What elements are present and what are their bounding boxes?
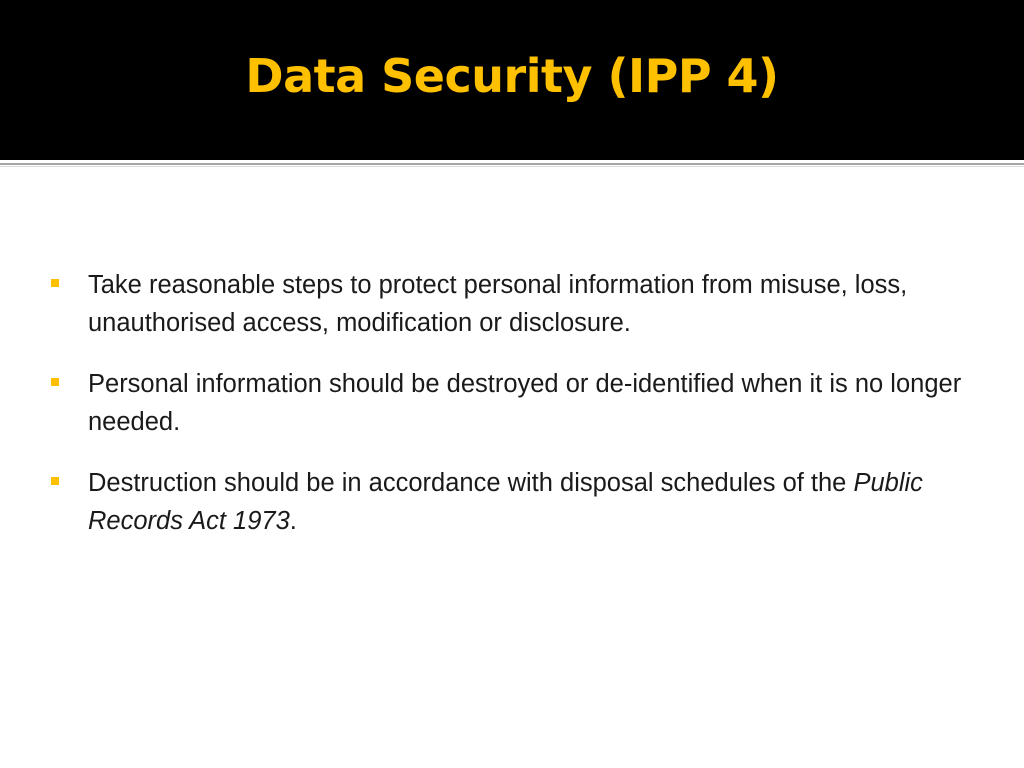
bullet-item-protect	[46, 266, 986, 342]
square-bullet-icon	[51, 378, 59, 386]
bullet-item-disposal	[46, 464, 986, 540]
slide-title: Data Security (IPP 4)	[245, 49, 779, 103]
square-bullet-icon	[51, 279, 59, 287]
bullet-text-destroy: Personal information should be destroyed or de-identified when it is no longer needed.	[88, 370, 962, 436]
title-bar	[0, 0, 1024, 160]
bullet-list	[46, 266, 986, 563]
bullet-text-disposal-start: Destruction should be in accordance with disposal schedules of the	[88, 469, 854, 497]
bullet-text-disposal	[88, 469, 923, 535]
bullet-item-destroy	[46, 365, 986, 441]
title-divider-shadow	[0, 166, 1024, 167]
bullet-text-protect: Take reasonable steps to protect personal information from misuse, loss, unauthorised access, modification or disclosure.	[88, 271, 908, 337]
title-divider	[0, 163, 1024, 165]
bullet-text-disposal-end: .	[289, 507, 297, 535]
act-name: Public Records Act 1973	[88, 469, 923, 535]
square-bullet-icon	[51, 477, 59, 485]
